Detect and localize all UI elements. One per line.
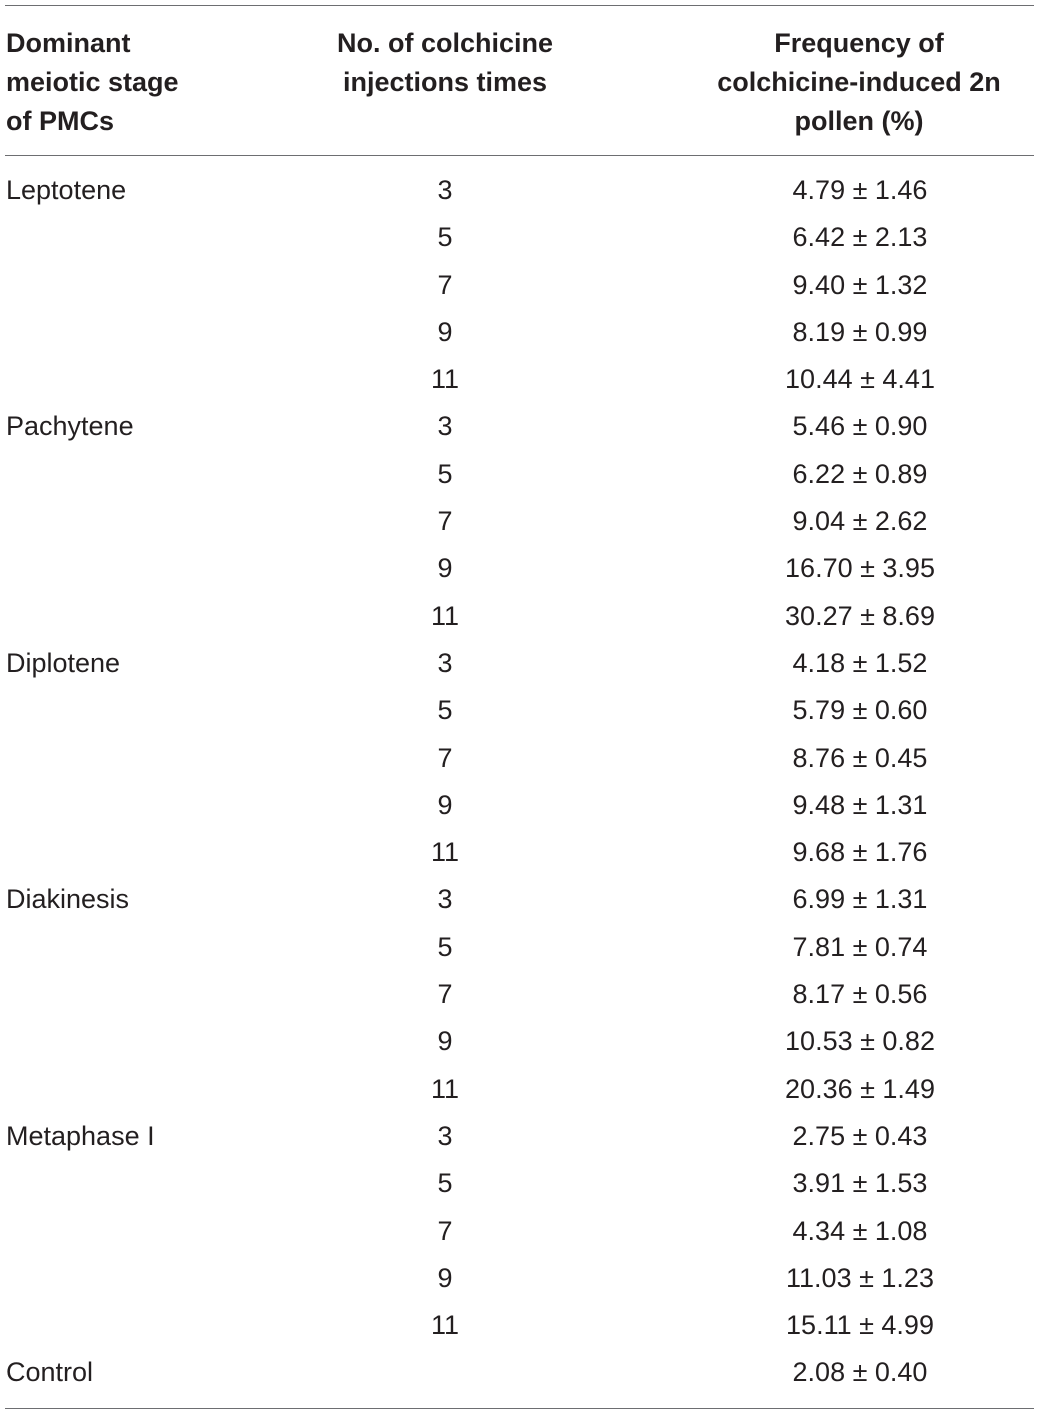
table-row xyxy=(0,309,1039,356)
frequency-cell: 5.79 ± 0.60 xyxy=(792,695,928,726)
injections-cell: 5 xyxy=(437,695,453,726)
table-row xyxy=(0,451,1039,498)
table-row xyxy=(0,1208,1039,1255)
table-row xyxy=(0,545,1039,592)
table-row xyxy=(0,167,1039,214)
table-row xyxy=(0,1255,1039,1302)
table-row xyxy=(0,876,1039,923)
stage-cell: Pachytene xyxy=(6,411,134,442)
injections-cell: 3 xyxy=(437,175,453,205)
header-stage xyxy=(6,24,266,141)
table-header xyxy=(0,24,1039,144)
table-row xyxy=(0,1349,1039,1396)
injections-cell: 11 xyxy=(430,1310,460,1341)
frequency-cell: 4.18 ± 1.52 xyxy=(792,647,928,678)
table-row xyxy=(0,262,1039,309)
injections-cell: 3 xyxy=(437,1120,453,1151)
table-row xyxy=(0,971,1039,1018)
frequency-cell: 6.22 ± 0.89 xyxy=(792,458,928,489)
frequency-cell: 30.27 ± 8.69 xyxy=(785,600,935,631)
frequency-cell: 9.40 ± 1.32 xyxy=(792,269,928,300)
injections-cell: 9 xyxy=(437,553,453,584)
stage-cell: Diplotene xyxy=(6,647,121,678)
injections-cell: 7 xyxy=(437,1215,453,1246)
frequency-cell: 2.08 ± 0.40 xyxy=(792,1357,928,1388)
injections-cell: 11 xyxy=(430,364,460,395)
injections-cell: 5 xyxy=(437,458,453,489)
frequency-cell: 16.70 ± 3.95 xyxy=(785,553,935,584)
table-row xyxy=(0,1066,1039,1113)
injections-cell: 5 xyxy=(437,931,453,962)
header-frequency-line: colchicine-induced 2n xyxy=(717,67,1001,97)
header-frequency xyxy=(690,24,1028,141)
table-bottom-rule xyxy=(5,1408,1034,1409)
injections-cell: 5 xyxy=(437,1168,453,1199)
frequency-cell: 4.79 ± 1.46 xyxy=(792,175,928,205)
frequency-cell: 9.48 ± 1.31 xyxy=(792,789,928,820)
table-row xyxy=(0,1018,1039,1065)
table-row xyxy=(0,640,1039,687)
injections-cell: 9 xyxy=(437,789,453,820)
header-stage-line: of PMCs xyxy=(6,106,114,136)
table-row xyxy=(0,735,1039,782)
table-row xyxy=(0,687,1039,734)
injections-cell: 7 xyxy=(437,979,453,1010)
table-row xyxy=(0,1113,1039,1160)
table-row xyxy=(0,356,1039,403)
injections-cell: 7 xyxy=(437,269,453,300)
header-injections-line: injections times xyxy=(342,67,548,97)
frequency-cell: 8.17 ± 0.56 xyxy=(792,979,928,1010)
table-row xyxy=(0,498,1039,545)
injections-cell: 5 xyxy=(437,222,453,253)
frequency-cell: 6.99 ± 1.31 xyxy=(792,884,928,915)
frequency-cell: 9.04 ± 2.62 xyxy=(792,506,928,537)
table-row xyxy=(0,1160,1039,1207)
header-injections-line: No. of colchicine xyxy=(336,28,554,58)
stage-cell: Leptotene xyxy=(6,175,127,205)
injections-cell: 11 xyxy=(430,837,460,868)
frequency-cell: 15.11 ± 4.99 xyxy=(786,1310,934,1341)
frequency-cell: 20.36 ± 1.49 xyxy=(785,1073,935,1104)
injections-cell: 9 xyxy=(437,1026,453,1057)
table-row xyxy=(0,403,1039,450)
table-row xyxy=(0,924,1039,971)
header-stage-line: Dominant xyxy=(6,28,131,58)
frequency-cell: 5.46 ± 0.90 xyxy=(792,411,928,442)
injections-cell: 7 xyxy=(437,506,453,537)
header-injections xyxy=(300,24,590,102)
frequency-cell: 10.44 ± 4.41 xyxy=(785,364,935,395)
frequency-cell: 6.42 ± 2.13 xyxy=(792,222,928,253)
table-header-rule xyxy=(5,155,1034,156)
injections-cell: 3 xyxy=(437,647,453,678)
frequency-cell: 10.53 ± 0.82 xyxy=(785,1026,935,1057)
stage-cell: Diakinesis xyxy=(6,884,130,915)
injections-cell: 11 xyxy=(430,600,460,631)
table-row xyxy=(0,1302,1039,1349)
injections-cell: 3 xyxy=(437,411,453,442)
frequency-cell: 11.03 ± 1.23 xyxy=(786,1262,934,1293)
table-row xyxy=(0,593,1039,640)
frequency-cell: 2.75 ± 0.43 xyxy=(792,1120,928,1151)
frequency-cell: 3.91 ± 1.53 xyxy=(792,1168,928,1199)
stage-cell: Metaphase I xyxy=(6,1120,155,1151)
table-body xyxy=(0,167,1039,1397)
table-row xyxy=(0,829,1039,876)
frequency-cell: 4.34 ± 1.08 xyxy=(792,1215,928,1246)
header-frequency-line: Frequency of xyxy=(774,28,944,58)
injections-cell: 7 xyxy=(437,742,453,773)
stage-cell: Control xyxy=(6,1357,94,1388)
injections-cell: 9 xyxy=(437,1262,453,1293)
injections-cell: 3 xyxy=(437,884,453,915)
table-top-rule xyxy=(5,5,1034,6)
table-row xyxy=(0,782,1039,829)
header-frequency-line: pollen (%) xyxy=(794,106,924,136)
header-stage-line: meiotic stage xyxy=(6,67,179,97)
table-row xyxy=(0,214,1039,261)
injections-cell: 9 xyxy=(437,316,453,347)
frequency-cell: 8.76 ± 0.45 xyxy=(792,742,928,773)
injections-cell: 11 xyxy=(430,1073,460,1104)
frequency-cell: 9.68 ± 1.76 xyxy=(792,837,928,868)
frequency-cell: 8.19 ± 0.99 xyxy=(792,316,928,347)
frequency-cell: 7.81 ± 0.74 xyxy=(792,931,928,962)
